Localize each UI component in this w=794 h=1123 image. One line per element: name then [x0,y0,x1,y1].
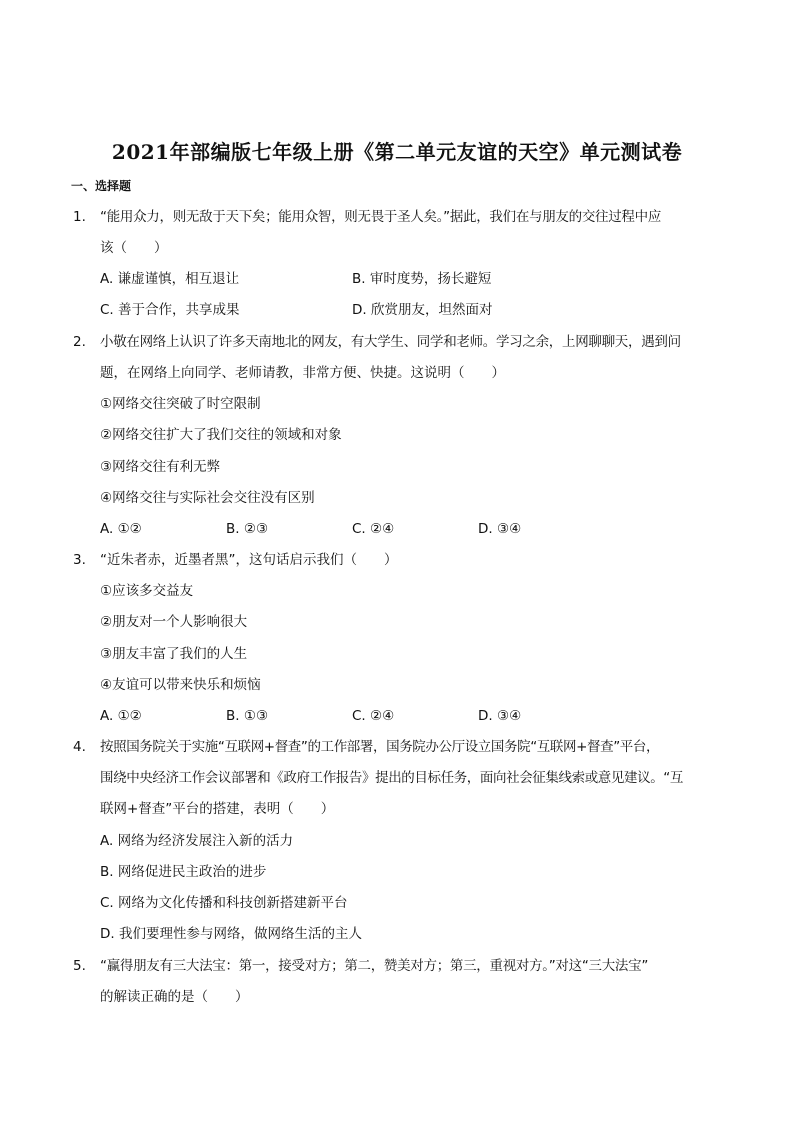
option-b: B. 网络促进民主政治的进步 [100,864,267,880]
question-text: 联网+督查”平台的搭建，表明（ ） [100,801,335,817]
statement-item: ②网络交往扩大了我们交往的领域和对象 [100,427,342,443]
statement-item: ①网络交往突破了时空限制 [100,396,261,412]
question-text: “赢得朋友有三大法宝：第一，接受对方；第二，赞美对方；第三，重视对方。”对这“三大法宝” [100,958,649,974]
option-a: A. 谦虚谨慎，相互退让 [100,271,240,287]
section-heading: 一、选择题 [71,179,132,193]
option-a: A. 网络为经济发展注入新的活力 [100,833,294,849]
option-c: C. ②④ [352,708,395,724]
option-d: D. ③④ [478,708,522,724]
option-b: B. ①③ [226,708,269,724]
question-text: 按照国务院关于实施“互联网+督查”的工作部署，国务院办公厅设立国务院“互联网+督查”平台， [100,739,660,755]
question-number: 3. [73,552,86,568]
statement-item: ③网络交往有利无弊 [100,459,221,475]
question-text: 小敬在网络上认识了许多天南地北的网友，有大学生、同学和老师。学习之余，上网聊聊天，遇到问 [100,334,681,350]
question-text: “能用众力，则无敌于天下矣；能用众智，则无畏于圣人矣。”据此，我们在与朋友的交往过程中应 [100,209,662,225]
question-text: 题，在网络上向同学、老师请教，非常方便、快捷。这说明（ ） [100,365,505,381]
option-a: A. ①② [100,708,142,724]
statement-item: ④友谊可以带来快乐和烦恼 [100,677,261,693]
option-c: C. 善于合作，共享成果 [100,302,240,318]
question-text: 的解读正确的是（ ） [100,989,249,1005]
statement-item: ③朋友丰富了我们的人生 [100,646,248,662]
statement-item: ①应该多交益友 [100,583,194,599]
statement-item: ④网络交往与实际社会交往没有区别 [100,490,315,506]
page-title: 2021年部编版七年级上册《第二单元友谊的天空》单元测试卷 [111,140,683,164]
question-text: “近朱者赤，近墨者黑”，这句话启示我们（ ） [100,552,398,568]
question-text: 该（ ） [100,240,168,256]
statement-item: ②朋友对一个人影响很大 [100,614,248,630]
option-b: B. 审时度势，扬长避短 [352,271,492,287]
question-number: 5. [73,958,86,974]
question-number: 1. [73,209,86,225]
option-d: D. 欣赏朋友，坦然面对 [352,302,493,318]
question-text: 围绕中央经济工作会议部署和《政府工作报告》提出的目标任务，面向社会征集线索或意见建议。“互 [100,770,683,786]
option-d: D. ③④ [478,521,522,537]
question-number: 2. [73,334,86,350]
option-d: D. 我们要理性参与网络，做网络生活的主人 [100,926,362,942]
option-c: C. 网络为文化传播和科技创新搭建新平台 [100,895,348,911]
option-a: A. ①② [100,521,142,537]
option-b: B. ②③ [226,521,269,537]
question-number: 4. [73,739,86,755]
option-c: C. ②④ [352,521,395,537]
